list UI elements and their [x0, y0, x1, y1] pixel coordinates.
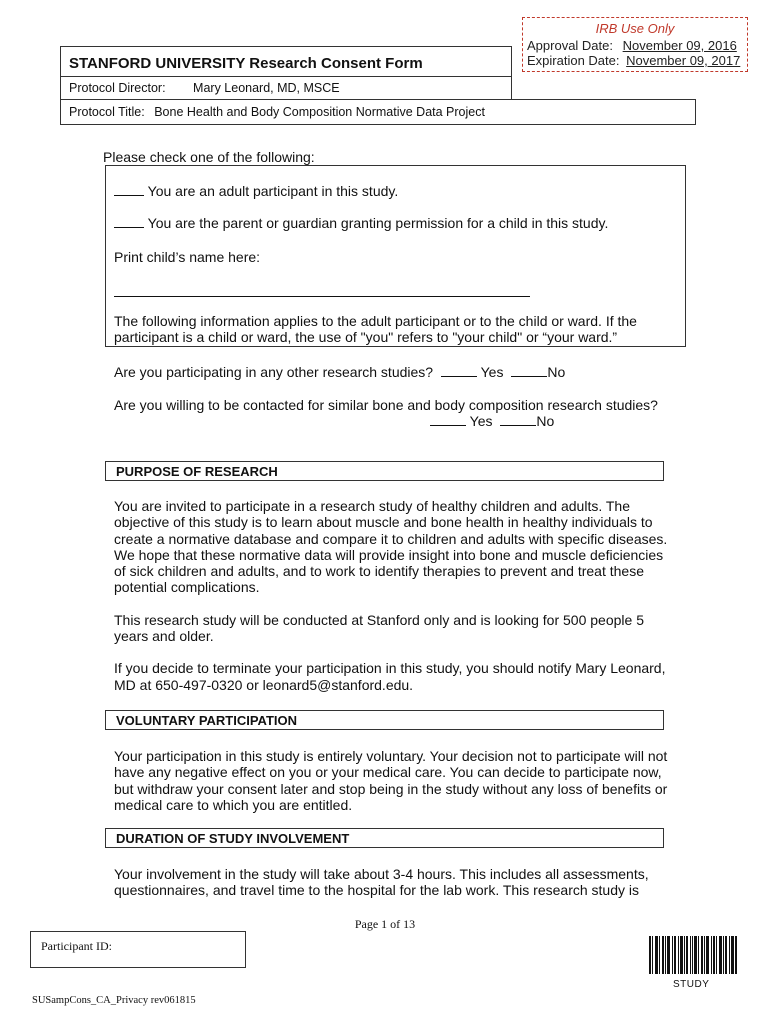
info-line-1: The following information applies to the adult participant or to the child or ward. If the [114, 313, 637, 329]
purpose-body [114, 498, 674, 693]
contact-yes-label: Yes [469, 413, 493, 429]
other-studies-yes-blank[interactable] [441, 364, 477, 377]
duration-paragraph-1: Your involvement in the study will take about 3-4 hours. This includes all assessments, questionnaires, and travel time to the hospital for the lab work. This research study is [114, 866, 649, 899]
contact-question-text: Are you willing to be contacted for similar bone and body composition research studies? [114, 397, 658, 413]
other-studies-no-label: No [547, 364, 566, 380]
purpose-heading: PURPOSE OF RESEARCH [105, 461, 664, 481]
contact-no-blank[interactable] [500, 413, 536, 426]
other-studies-question [114, 364, 565, 380]
parent-checkbox-blank[interactable] [114, 215, 144, 228]
expiration-date-label: Expiration Date: [527, 53, 620, 68]
barcode-icon [649, 936, 737, 974]
protocol-title-label: Protocol Title: [69, 105, 145, 119]
voluntary-paragraph-1: Your participation in this study is entirely voluntary. Your decision not to participate will not have any negative effect on you or your medical care. You can decide to participate now, but withdraw your consent later and stop being in the study without any loss of benefits or medical care to which you are entitled. [114, 748, 668, 813]
barcode-caption: STUDY [673, 979, 710, 990]
contact-no-label: No [536, 413, 555, 429]
other-studies-text: Are you participating in any other research studies? [114, 364, 434, 380]
approval-date-row [527, 38, 737, 53]
child-name-input-line[interactable] [114, 296, 530, 297]
protocol-title: Bone Health and Body Composition Normative Data Project [154, 105, 485, 119]
adult-checkbox-blank[interactable] [114, 183, 144, 196]
protocol-director-label: Protocol Director: [69, 81, 166, 95]
page-number: Page 1 of 13 [354, 917, 416, 931]
consent-header-box [60, 46, 512, 100]
parent-option-row [114, 215, 608, 231]
voluntary-body [114, 748, 674, 813]
participant-id-box[interactable] [30, 931, 246, 968]
info-line-2: participant is a child or ward, the use of "you" refers to "your child" or “your ward.” [114, 329, 618, 345]
protocol-director-row [61, 76, 511, 99]
irb-title: IRB Use Only [595, 21, 675, 36]
purpose-paragraph-2: This research study will be conducted at Stanford only and is looking for 500 people 5 years and older. [114, 611, 644, 645]
protocol-director: Mary Leonard, MD, MSCE [193, 81, 340, 95]
contact-yes-blank[interactable] [430, 413, 466, 426]
approval-date: November 09, 2016 [622, 38, 737, 53]
other-studies-yes-label: Yes [480, 364, 504, 380]
expiration-date: November 09, 2017 [626, 53, 741, 68]
duration-heading: DURATION OF STUDY INVOLVEMENT [105, 828, 664, 848]
participant-id-label: Participant ID: [41, 939, 112, 953]
voluntary-heading: VOLUNTARY PARTICIPATION [105, 710, 664, 730]
form-title: STANFORD UNIVERSITY Research Consent Form [69, 55, 423, 72]
document-code: SUSampCons_CA_Privacy rev061815 [32, 995, 196, 1006]
purpose-paragraph-1: You are invited to participate in a research study of healthy children and adults. The objective of this study is to learn about muscle and bone health in healthy individuals to create a normative database and compare it to children and adults with specific diseases. We hope that these normative data will provide insight into bone and muscle deficiencies of sick children and adults, and to work to identify therapies to prevent and treat these potential complications. [114, 498, 668, 596]
contact-question-answers [430, 413, 554, 429]
irb-use-only-box [522, 17, 748, 72]
adult-option-row [114, 183, 398, 199]
approval-date-label: Approval Date: [527, 38, 613, 53]
other-studies-no-blank[interactable] [511, 364, 547, 377]
child-name-label: Print child’s name here: [114, 249, 261, 265]
duration-body [114, 866, 674, 899]
parent-option-label: You are the parent or guardian granting permission for a child in this study. [147, 215, 609, 231]
purpose-paragraph-3: If you decide to terminate your participation in this study, you should notify Mary Leonard, MD at 650-497-0320 or leonard5@stanford.edu. [114, 660, 666, 693]
expiration-date-row [527, 53, 740, 68]
check-prompt: Please check one of the following: [103, 149, 315, 165]
adult-option-label: You are an adult participant in this study. [147, 183, 399, 199]
protocol-title-row [60, 99, 696, 125]
